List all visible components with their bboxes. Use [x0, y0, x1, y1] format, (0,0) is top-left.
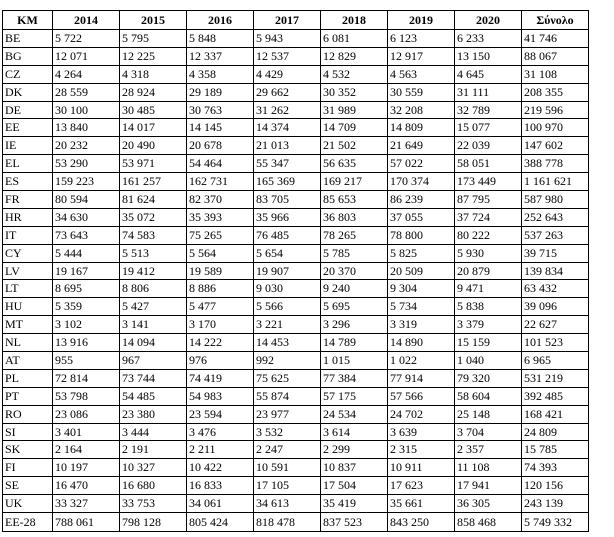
cell-2015: 10 327 [120, 459, 187, 477]
cell-2019: 14 890 [388, 334, 455, 352]
cell-2018: 20 370 [321, 262, 388, 280]
cell-2016: 5 477 [187, 298, 254, 316]
cell-2014: 5 722 [53, 30, 120, 48]
cell-2015: 2 191 [120, 441, 187, 459]
cell-2020: 6 233 [455, 30, 522, 48]
cell-2016: 30 763 [187, 101, 254, 119]
cell-member-state: ES [3, 173, 53, 191]
cell-total: 5 749 332 [522, 513, 589, 532]
cell-2018: 837 523 [321, 513, 388, 532]
cell-member-state: PT [3, 387, 53, 405]
cell-2014: 53 290 [53, 155, 120, 173]
cell-2016: 2 211 [187, 441, 254, 459]
cell-2014: 13 840 [53, 119, 120, 137]
cell-total: 41 746 [522, 30, 589, 48]
cell-2014: 19 167 [53, 262, 120, 280]
cell-2016: 20 678 [187, 137, 254, 155]
cell-2015: 5 795 [120, 30, 187, 48]
cell-2019: 4 563 [388, 65, 455, 83]
cell-2018: 6 081 [321, 30, 388, 48]
cell-2015: 5 513 [120, 244, 187, 262]
header-year-2018: 2018 [321, 11, 388, 30]
cell-total: 39 096 [522, 298, 589, 316]
cell-2016: 10 422 [187, 459, 254, 477]
allocation-table [2, 10, 589, 532]
cell-total: 120 156 [522, 477, 589, 495]
cell-2019: 78 800 [388, 226, 455, 244]
cell-total: 22 627 [522, 316, 589, 334]
cell-2016: 14 145 [187, 119, 254, 137]
cell-2020: 87 795 [455, 191, 522, 209]
cell-2014: 34 630 [53, 208, 120, 226]
cell-2016: 19 589 [187, 262, 254, 280]
table-row [3, 441, 589, 459]
cell-2018: 36 803 [321, 208, 388, 226]
cell-2015: 3 141 [120, 316, 187, 334]
cell-member-state: IE [3, 137, 53, 155]
cell-2017: 31 262 [254, 101, 321, 119]
cell-member-state: FI [3, 459, 53, 477]
cell-total: 1 161 621 [522, 173, 589, 191]
cell-2014: 72 814 [53, 369, 120, 387]
cell-2019: 57 022 [388, 155, 455, 173]
table-row [3, 101, 589, 119]
cell-2014: 2 164 [53, 441, 120, 459]
cell-2019: 12 917 [388, 47, 455, 65]
cell-2016: 54 983 [187, 387, 254, 405]
cell-2020: 2 357 [455, 441, 522, 459]
cell-total: 208 355 [522, 83, 589, 101]
cell-2014: 159 223 [53, 173, 120, 191]
table-row [3, 280, 589, 298]
cell-2014: 10 197 [53, 459, 120, 477]
table-row [3, 405, 589, 423]
header-year-2017: 2017 [254, 11, 321, 30]
cell-2016: 14 222 [187, 334, 254, 352]
table-row [3, 513, 589, 532]
cell-member-state: SK [3, 441, 53, 459]
cell-2019: 2 315 [388, 441, 455, 459]
cell-2017: 5 566 [254, 298, 321, 316]
cell-2014: 73 643 [53, 226, 120, 244]
cell-2019: 843 250 [388, 513, 455, 532]
table-row [3, 369, 589, 387]
table-row [3, 208, 589, 226]
cell-2016: 162 731 [187, 173, 254, 191]
cell-2015: 20 490 [120, 137, 187, 155]
cell-2015: 3 444 [120, 423, 187, 441]
cell-2016: 29 189 [187, 83, 254, 101]
cell-member-state: LV [3, 262, 53, 280]
table-row [3, 495, 589, 513]
cell-total: 88 067 [522, 47, 589, 65]
cell-total: 168 421 [522, 405, 589, 423]
cell-2018: 3 296 [321, 316, 388, 334]
cell-2020: 15 077 [455, 119, 522, 137]
cell-total: 139 834 [522, 262, 589, 280]
cell-total: 243 139 [522, 495, 589, 513]
cell-2016: 75 265 [187, 226, 254, 244]
cell-member-state: CY [3, 244, 53, 262]
cell-2015: 33 753 [120, 495, 187, 513]
cell-2019: 9 304 [388, 280, 455, 298]
table-body [3, 30, 589, 532]
cell-total: 100 970 [522, 119, 589, 137]
cell-2016: 82 370 [187, 191, 254, 209]
cell-total: 252 643 [522, 208, 589, 226]
cell-2015: 4 318 [120, 65, 187, 83]
table-row [3, 459, 589, 477]
cell-2015: 28 924 [120, 83, 187, 101]
table-row [3, 47, 589, 65]
cell-2020: 4 645 [455, 65, 522, 83]
cell-2019: 77 914 [388, 369, 455, 387]
table-row [3, 352, 589, 370]
table-row [3, 316, 589, 334]
table-row [3, 226, 589, 244]
cell-2018: 31 989 [321, 101, 388, 119]
cell-2017: 9 030 [254, 280, 321, 298]
cell-2017: 34 613 [254, 495, 321, 513]
cell-2014: 33 327 [53, 495, 120, 513]
cell-2018: 12 829 [321, 47, 388, 65]
table-row [3, 387, 589, 405]
cell-2020: 58 604 [455, 387, 522, 405]
cell-total: 219 596 [522, 101, 589, 119]
cell-2018: 77 384 [321, 369, 388, 387]
cell-2018: 3 614 [321, 423, 388, 441]
cell-2015: 73 744 [120, 369, 187, 387]
cell-2017: 75 625 [254, 369, 321, 387]
cell-2020: 3 379 [455, 316, 522, 334]
cell-2020: 17 941 [455, 477, 522, 495]
table-row [3, 477, 589, 495]
cell-2015: 14 094 [120, 334, 187, 352]
cell-2017: 35 966 [254, 208, 321, 226]
cell-total: 31 108 [522, 65, 589, 83]
cell-2019: 17 623 [388, 477, 455, 495]
cell-2015: 161 257 [120, 173, 187, 191]
cell-2020: 31 111 [455, 83, 522, 101]
table-row [3, 173, 589, 191]
cell-member-state: UK [3, 495, 53, 513]
cell-2018: 30 352 [321, 83, 388, 101]
cell-2019: 5 825 [388, 244, 455, 262]
cell-member-state: DE [3, 101, 53, 119]
cell-2017: 4 429 [254, 65, 321, 83]
table-row [3, 137, 589, 155]
cell-2017: 14 374 [254, 119, 321, 137]
cell-2020: 1 040 [455, 352, 522, 370]
cell-total: 39 715 [522, 244, 589, 262]
cell-member-state: EL [3, 155, 53, 173]
cell-2014: 955 [53, 352, 120, 370]
header-year-2015: 2015 [120, 11, 187, 30]
cell-2015: 798 128 [120, 513, 187, 532]
cell-total: 531 219 [522, 369, 589, 387]
header-year-2020: 2020 [455, 11, 522, 30]
cell-2016: 12 337 [187, 47, 254, 65]
cell-member-state: CZ [3, 65, 53, 83]
cell-member-state: PL [3, 369, 53, 387]
cell-total: 101 523 [522, 334, 589, 352]
cell-2018: 17 504 [321, 477, 388, 495]
cell-2019: 30 559 [388, 83, 455, 101]
cell-2020: 3 704 [455, 423, 522, 441]
table-row [3, 244, 589, 262]
cell-2015: 81 624 [120, 191, 187, 209]
cell-2019: 14 809 [388, 119, 455, 137]
cell-2017: 2 247 [254, 441, 321, 459]
cell-2020: 5 930 [455, 244, 522, 262]
cell-2014: 12 071 [53, 47, 120, 65]
table-row [3, 262, 589, 280]
cell-2018: 85 653 [321, 191, 388, 209]
table-row [3, 298, 589, 316]
cell-2015: 967 [120, 352, 187, 370]
cell-2014: 5 359 [53, 298, 120, 316]
cell-2016: 976 [187, 352, 254, 370]
cell-2015: 30 485 [120, 101, 187, 119]
cell-member-state: HU [3, 298, 53, 316]
cell-2017: 3 221 [254, 316, 321, 334]
cell-member-state: MT [3, 316, 53, 334]
cell-2016: 74 419 [187, 369, 254, 387]
cell-2018: 35 419 [321, 495, 388, 513]
cell-2020: 11 108 [455, 459, 522, 477]
cell-2017: 21 013 [254, 137, 321, 155]
cell-2017: 12 537 [254, 47, 321, 65]
cell-2019: 1 022 [388, 352, 455, 370]
cell-2014: 3 102 [53, 316, 120, 334]
cell-2018: 24 534 [321, 405, 388, 423]
cell-2014: 53 798 [53, 387, 120, 405]
cell-2015: 23 380 [120, 405, 187, 423]
cell-2015: 12 225 [120, 47, 187, 65]
cell-2015: 35 072 [120, 208, 187, 226]
cell-2019: 3 639 [388, 423, 455, 441]
cell-2014: 8 695 [53, 280, 120, 298]
header-total: Σύνολο [522, 11, 589, 30]
cell-total: 392 485 [522, 387, 589, 405]
cell-2014: 28 559 [53, 83, 120, 101]
cell-2014: 80 594 [53, 191, 120, 209]
header-row [3, 11, 589, 30]
cell-2018: 14 709 [321, 119, 388, 137]
cell-member-state: RO [3, 405, 53, 423]
cell-member-state: EE [3, 119, 53, 137]
cell-2017: 818 478 [254, 513, 321, 532]
cell-total: 587 980 [522, 191, 589, 209]
cell-total: 537 263 [522, 226, 589, 244]
cell-2016: 3 170 [187, 316, 254, 334]
cell-2014: 20 232 [53, 137, 120, 155]
cell-2014: 30 100 [53, 101, 120, 119]
cell-2017: 19 907 [254, 262, 321, 280]
cell-2020: 22 039 [455, 137, 522, 155]
cell-2015: 14 017 [120, 119, 187, 137]
cell-2016: 5 564 [187, 244, 254, 262]
table-row [3, 334, 589, 352]
cell-2019: 35 661 [388, 495, 455, 513]
table-row [3, 65, 589, 83]
cell-2016: 4 358 [187, 65, 254, 83]
cell-2020: 58 051 [455, 155, 522, 173]
cell-2020: 20 879 [455, 262, 522, 280]
table-row [3, 423, 589, 441]
table-row [3, 30, 589, 48]
header-member-state: ΚΜ [3, 11, 53, 30]
cell-2018: 21 502 [321, 137, 388, 155]
cell-2020: 25 148 [455, 405, 522, 423]
cell-2020: 15 159 [455, 334, 522, 352]
cell-member-state: SI [3, 423, 53, 441]
cell-member-state: FR [3, 191, 53, 209]
cell-2017: 10 591 [254, 459, 321, 477]
cell-2019: 86 239 [388, 191, 455, 209]
cell-2016: 8 886 [187, 280, 254, 298]
cell-2017: 83 705 [254, 191, 321, 209]
cell-2019: 37 055 [388, 208, 455, 226]
cell-2020: 13 150 [455, 47, 522, 65]
cell-total: 147 602 [522, 137, 589, 155]
cell-2016: 35 393 [187, 208, 254, 226]
cell-2015: 5 427 [120, 298, 187, 316]
cell-member-state: DK [3, 83, 53, 101]
cell-2020: 5 838 [455, 298, 522, 316]
cell-total: 388 778 [522, 155, 589, 173]
cell-2017: 29 662 [254, 83, 321, 101]
cell-2019: 6 123 [388, 30, 455, 48]
cell-2014: 13 916 [53, 334, 120, 352]
cell-2020: 173 449 [455, 173, 522, 191]
cell-2019: 21 649 [388, 137, 455, 155]
cell-2018: 4 532 [321, 65, 388, 83]
cell-2017: 14 453 [254, 334, 321, 352]
cell-2018: 5 695 [321, 298, 388, 316]
header-year-2019: 2019 [388, 11, 455, 30]
cell-2017: 165 369 [254, 173, 321, 191]
cell-2016: 23 594 [187, 405, 254, 423]
table-row [3, 191, 589, 209]
cell-2018: 56 635 [321, 155, 388, 173]
cell-2020: 79 320 [455, 369, 522, 387]
cell-2017: 55 347 [254, 155, 321, 173]
cell-2018: 169 217 [321, 173, 388, 191]
cell-2017: 55 874 [254, 387, 321, 405]
cell-2018: 10 837 [321, 459, 388, 477]
cell-2019: 3 319 [388, 316, 455, 334]
cell-2016: 805 424 [187, 513, 254, 532]
cell-2019: 20 509 [388, 262, 455, 280]
cell-2019: 32 208 [388, 101, 455, 119]
header-year-2014: 2014 [53, 11, 120, 30]
cell-2017: 5 654 [254, 244, 321, 262]
cell-2014: 23 086 [53, 405, 120, 423]
cell-2018: 5 785 [321, 244, 388, 262]
cell-2016: 5 848 [187, 30, 254, 48]
cell-total: 15 785 [522, 441, 589, 459]
cell-member-state: IT [3, 226, 53, 244]
data-table-container [2, 10, 589, 532]
cell-2018: 2 299 [321, 441, 388, 459]
header-year-2016: 2016 [187, 11, 254, 30]
cell-2015: 53 971 [120, 155, 187, 173]
cell-2017: 17 105 [254, 477, 321, 495]
cell-2015: 54 485 [120, 387, 187, 405]
cell-2017: 76 485 [254, 226, 321, 244]
cell-2014: 4 264 [53, 65, 120, 83]
cell-2020: 9 471 [455, 280, 522, 298]
cell-2018: 78 265 [321, 226, 388, 244]
cell-2019: 24 702 [388, 405, 455, 423]
cell-member-state: BG [3, 47, 53, 65]
cell-2017: 992 [254, 352, 321, 370]
cell-member-state: BE [3, 30, 53, 48]
cell-member-state: SE [3, 477, 53, 495]
cell-2015: 74 583 [120, 226, 187, 244]
cell-2014: 5 444 [53, 244, 120, 262]
cell-2020: 37 724 [455, 208, 522, 226]
cell-2015: 16 680 [120, 477, 187, 495]
cell-member-state: NL [3, 334, 53, 352]
cell-2019: 10 911 [388, 459, 455, 477]
cell-total: 74 393 [522, 459, 589, 477]
cell-total: 24 809 [522, 423, 589, 441]
cell-total: 6 965 [522, 352, 589, 370]
cell-member-state: AT [3, 352, 53, 370]
cell-2018: 57 175 [321, 387, 388, 405]
cell-member-state: HR [3, 208, 53, 226]
cell-2015: 19 412 [120, 262, 187, 280]
cell-2014: 16 470 [53, 477, 120, 495]
cell-member-state: LT [3, 280, 53, 298]
cell-2018: 14 789 [321, 334, 388, 352]
cell-2014: 788 061 [53, 513, 120, 532]
cell-2018: 9 240 [321, 280, 388, 298]
cell-2020: 80 222 [455, 226, 522, 244]
cell-2017: 23 977 [254, 405, 321, 423]
cell-2014: 3 401 [53, 423, 120, 441]
cell-2020: 36 305 [455, 495, 522, 513]
cell-total: 63 432 [522, 280, 589, 298]
cell-2016: 3 476 [187, 423, 254, 441]
cell-2017: 5 943 [254, 30, 321, 48]
cell-2020: 858 468 [455, 513, 522, 532]
cell-2016: 34 061 [187, 495, 254, 513]
cell-2017: 3 532 [254, 423, 321, 441]
table-row [3, 83, 589, 101]
cell-2019: 170 374 [388, 173, 455, 191]
cell-member-state: EE-28 [3, 513, 53, 532]
cell-2019: 57 566 [388, 387, 455, 405]
cell-2015: 8 806 [120, 280, 187, 298]
table-row [3, 119, 589, 137]
cell-2019: 5 734 [388, 298, 455, 316]
cell-2016: 54 464 [187, 155, 254, 173]
cell-2018: 1 015 [321, 352, 388, 370]
cell-2020: 32 789 [455, 101, 522, 119]
table-row [3, 155, 589, 173]
cell-2016: 16 833 [187, 477, 254, 495]
